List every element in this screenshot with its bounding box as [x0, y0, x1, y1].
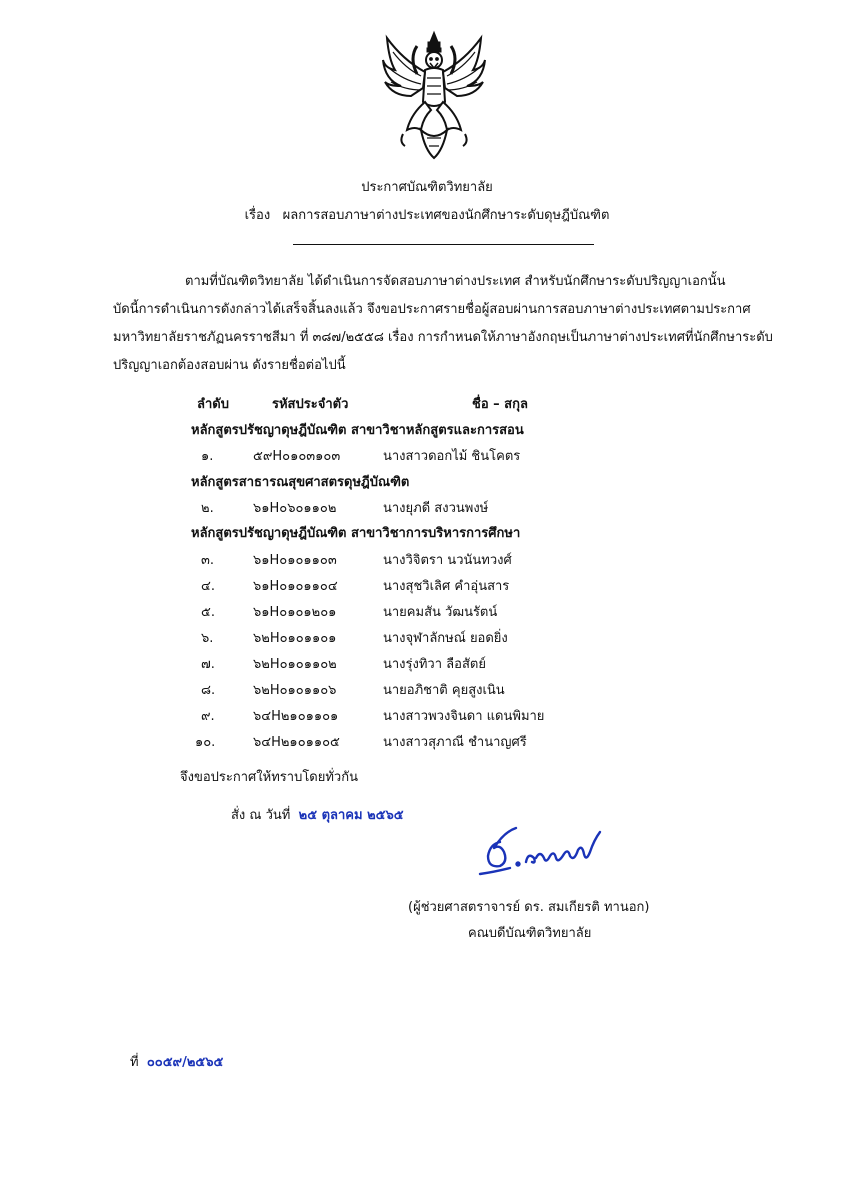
body-line: ตามที่บัณฑิตวิทยาลัย ได้ดำเนินการจัดสอบภาษาต่างประเทศ สำหรับนักศึกษาระดับปริญญาเอกนั้น — [185, 274, 726, 289]
row-name: นางรุ่งทิวา ลือสัตย์ — [383, 657, 486, 672]
row-no: ๕. — [201, 605, 215, 620]
date-line — [231, 804, 404, 825]
row-id: ๖๑H๐๑๐๑๒๐๑ — [253, 605, 337, 620]
row-id: ๖๑H๐๑๐๑๑๐๓ — [253, 553, 337, 568]
row-name: นางจุฬาลักษณ์ ยอดยิ่ง — [383, 631, 508, 646]
row-no: ๒. — [201, 501, 214, 516]
subject-label: เรื่อง — [244, 208, 271, 223]
reference-number: ๐๐๕๙/๒๕๖๕ — [146, 1055, 224, 1070]
row-no: ๑๐. — [195, 735, 216, 750]
header-no: ลำดับ — [197, 397, 229, 412]
row-name: นางสุชวิเลิศ คำอุ่นสาร — [383, 579, 510, 594]
row-id: ๖๔H๒๑๐๑๑๐๑ — [253, 709, 339, 724]
program-heading: หลักสูตรปรัชญาดุษฎีบัณฑิต สาขาวิชาหลักสูตรและการสอน — [191, 423, 524, 438]
row-no: ๖. — [201, 631, 214, 646]
reference-label: ที่ — [130, 1055, 139, 1070]
row-id: ๖๒H๐๑๐๑๑๐๖ — [253, 683, 337, 698]
row-name: นายอภิชาติ คุยสูงเนิน — [383, 683, 505, 698]
body-line: มหาวิทยาลัยราชภัฏนครราชสีมา ที่ ๓๘๗/๒๕๕๘ เรื่อง การกำหนดให้ภาษาอังกฤษเป็นภาษาต่างประเทศที่นักศึกษาระดับ — [113, 330, 773, 345]
title-divider — [293, 244, 594, 245]
header-id: รหัสประจำตัว — [272, 397, 349, 412]
row-no: ๘. — [201, 683, 216, 698]
closing-notice: จึงขอประกาศให้ทราบโดยทั่วกัน — [180, 770, 358, 785]
garuda-emblem-icon — [381, 30, 487, 160]
row-id: ๖๒H๐๑๐๑๑๐๒ — [253, 657, 337, 672]
program-heading: หลักสูตรปรัชญาดุษฎีบัณฑิต สาขาวิชาการบริหารการศึกษา — [191, 526, 521, 541]
body-line: บัดนี้การดำเนินการดังกล่าวได้เสร็จสิ้นลงแล้ว จึงขอประกาศรายชื่อผู้สอบผ่านการสอบภาษาต่างประเทศตามประกาศ — [113, 302, 751, 317]
row-no: ๙. — [201, 709, 215, 724]
row-no: ๔. — [201, 579, 215, 594]
announcement-title: ประกาศบัณฑิตวิทยาลัย — [361, 180, 493, 195]
row-id: ๕๙H๐๑๐๓๑๐๓ — [253, 449, 341, 464]
row-name: นายคมสัน วัฒนรัตน์ — [383, 605, 498, 620]
program-heading: หลักสูตรสาธารณสุขศาสตรดุษฎีบัณฑิต — [191, 475, 410, 490]
row-id: ๖๔H๒๑๐๑๑๐๕ — [253, 735, 340, 750]
subject-line — [0, 204, 854, 225]
row-no: ๗. — [201, 657, 215, 672]
row-no: ๓. — [201, 553, 215, 568]
row-no: ๑. — [201, 449, 214, 464]
signature-icon — [470, 822, 620, 882]
reference-line — [130, 1051, 223, 1072]
row-id: ๖๒H๐๑๐๑๑๐๑ — [253, 631, 337, 646]
row-id: ๖๑H๐๖๐๑๑๐๒ — [253, 501, 337, 516]
row-name: นางสาวพวงจินดา แดนพิมาย — [383, 709, 545, 724]
row-name: นางยุภดี สงวนพงษ์ — [383, 501, 489, 516]
row-name: นางวิจิตรา นวนันทวงศ์ — [383, 553, 512, 568]
row-id: ๖๑H๐๑๐๑๑๐๔ — [253, 579, 338, 594]
date-prefix: สั่ง ณ วันที่ — [231, 808, 291, 823]
subject-text: ผลการสอบภาษาต่างประเทศของนักศึกษาระดับดุษฎีบัณฑิต — [282, 208, 610, 223]
signatory-name: (ผู้ช่วยศาสตราจารย์ ดร. สมเกียรติ ทานอก) — [408, 900, 650, 915]
date-value: ๒๕ ตุลาคม ๒๕๖๕ — [298, 808, 404, 823]
header-name: ชื่อ – สกุล — [472, 397, 528, 412]
row-name: นางสาวดอกไม้ ชินโคตร — [383, 449, 521, 464]
signatory-position: คณบดีบัณฑิตวิทยาลัย — [468, 926, 592, 941]
row-name: นางสาวสุภาณี ชำนาญศรี — [383, 735, 527, 750]
body-line: ปริญญาเอกต้องสอบผ่าน ดังรายชื่อต่อไปนี้ — [113, 358, 346, 373]
